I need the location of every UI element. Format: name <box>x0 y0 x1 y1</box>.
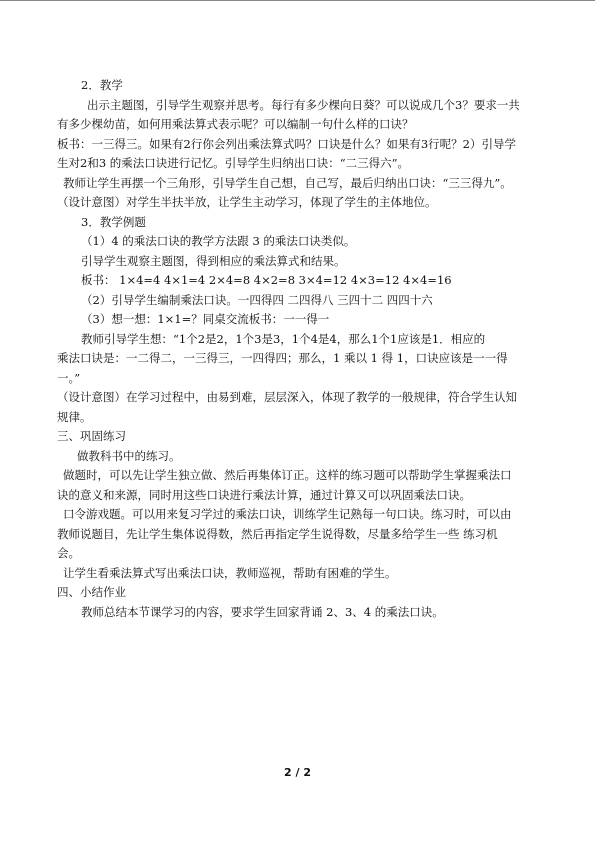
text-line-17: （设计意图）在学习过程中，由易到难，层层深入，体现了教学的一般规律，符合学生认知 <box>57 390 517 404</box>
text-line-12: （2）引导学生编制乘法口诀。一四得四 二四得八 三四十二 四四十六 <box>81 292 433 307</box>
text-line-8: 3．教学例题 <box>81 214 146 229</box>
text-line-23: 口令游戏题。可以用来复习学过的乘法口诀，训练学生记熟每一句口诀。练习时，可以由 <box>63 507 512 521</box>
page-number: 2 / 2 <box>284 766 311 779</box>
text-line-1: 2．教学 <box>81 78 123 92</box>
text-line-14: 教师引导学生想：“1个2是2，1个3是3，1个4是4，那么1个1应该是1．相应的 <box>81 331 486 346</box>
text-line-26: 让学生看乘法算式写出乘法口诀，教师巡视，帮助有困难的学生。 <box>63 565 397 580</box>
text-line-7: （设计意图）对学生半扶半放，让学生主动学习，体现了学生的主体地位。 <box>57 195 437 209</box>
text-line-21: 做题时，可以先让学生独立做、然后再集体订正。这样的练习题可以帮助学生掌握乘法口 <box>63 468 512 482</box>
text-line-22: 诀的意义和来源，同时用这些口诀进行乘法计算，通过计算又可以巩固乘法口诀。 <box>57 487 471 502</box>
text-line-9: （1）4 的乘法口诀的教学方法跟 3 的乘法口诀类似。 <box>81 234 356 248</box>
text-line-6: 教师让学生再摆一个三角形，引导学生自己想，自己写，最后归纳出口诀：“三三得九”。 <box>63 175 512 190</box>
text-line-13: （3）想一想：1×1=？同桌交流板书：一一得一 <box>81 312 330 326</box>
text-line-11: 板书： 1×4=4 4×1=4 2×4=8 4×2=8 3×4=12 4×3=12 4×4=16 <box>81 273 452 287</box>
section-heading-practice: 三、巩固练习 <box>57 429 126 443</box>
text-line-16: 一。” <box>57 370 81 385</box>
text-line-3: 有多少棵幼苗，如何用乘法算式表示呢？可以编制一句什么样的口诀？ <box>57 117 414 131</box>
text-line-15: 乘法口诀是：一二得二，一三得三，一四得四；那么，1 乘以 1 得 1，口诀应该是一一得 <box>57 351 508 365</box>
text-line-25: 会。 <box>57 546 80 560</box>
document-body <box>57 76 545 622</box>
page-top-border <box>0 0 595 1</box>
text-line-10: 引导学生观察主题图，得到相应的乘法算式和结果。 <box>81 253 346 268</box>
text-line-20: 做教科书中的练习。 <box>77 448 181 463</box>
text-line-4: 板书：一三得三。如果有2行你会列出乘法算式吗？口诀是什么？如果有3行呢？2）引导学 <box>57 136 516 151</box>
text-line-24: 教师说题目，先让学生集体说得数，然后再指定学生说得数，尽量多给学生一些 练习机 <box>57 526 498 541</box>
section-heading-summary: 四、小结作业 <box>57 585 126 599</box>
text-line-2: 出示主题图，引导学生观察并思考。每行有多少棵向日葵？可以说成几个3？要求一共 <box>87 97 520 112</box>
text-line-18: 规律。 <box>57 409 92 424</box>
text-line-28: 教师总结本节课学习的内容，要求学生回家背诵 2、3、4 的乘法口诀。 <box>81 604 444 619</box>
text-line-5: 生对2和3 的乘法口诀进行记忆。引导学生归纳出口诀：“二三得六”。 <box>57 156 410 170</box>
